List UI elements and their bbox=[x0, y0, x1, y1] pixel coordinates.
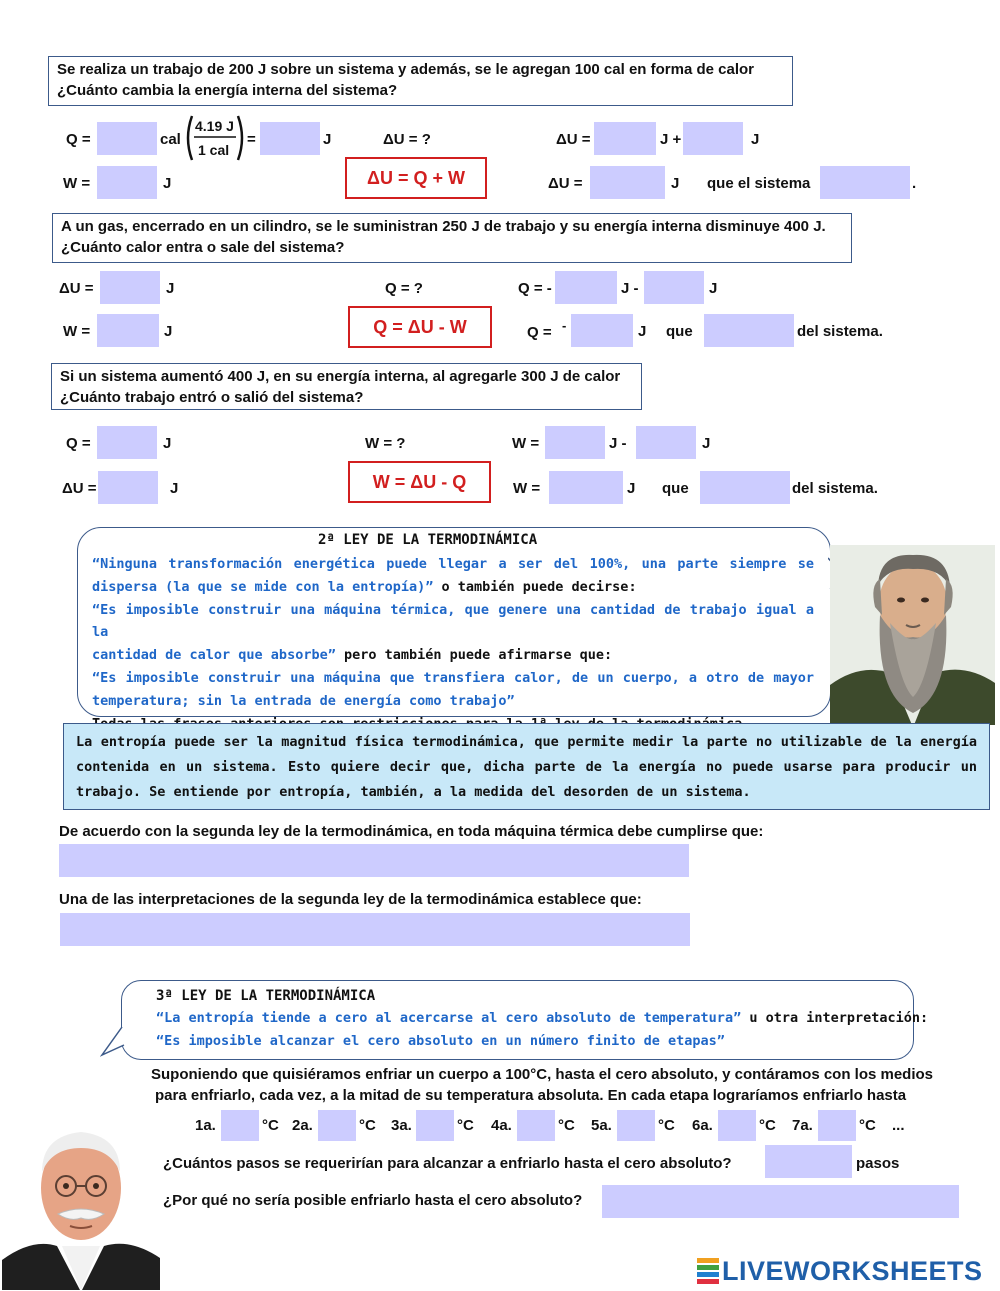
p2-j-4: J bbox=[638, 323, 647, 340]
problem2-question-line2: ¿Cuánto calor entra o sale del sistema? bbox=[61, 239, 345, 256]
p3-w-label: W = bbox=[512, 435, 540, 452]
cooling-step-input[interactable] bbox=[221, 1110, 259, 1141]
p1-q-label: Q = bbox=[66, 131, 91, 148]
law3-connector: u otra interpretación: bbox=[741, 1010, 929, 1026]
p2-j-3: J bbox=[164, 323, 173, 340]
p3-w-result-input[interactable] bbox=[549, 471, 623, 504]
entropy-line3: trabajo. Se entiende por entropía, también, a la medida del desorden de un sistema. bbox=[76, 784, 751, 800]
fraction-denominator: 1 cal bbox=[198, 142, 230, 158]
p1-w-label: W = bbox=[63, 175, 91, 192]
p3-j-3: J bbox=[170, 480, 179, 497]
problem1-question-box bbox=[48, 56, 793, 106]
p2-w-label: W = bbox=[63, 323, 91, 340]
law2-quote2-line1: “Es imposible construir una máquina térmica, que genere una cantidad de trabajo igual a la bbox=[92, 601, 814, 641]
problem3-question-line2: ¿Cuánto trabajo entró o salió del sistema? bbox=[60, 389, 364, 406]
cooling-line1: Suponiendo que quisiéramos enfriar un cuerpo a 100°C, hasta el cero absoluto, y contáramos con los medios bbox=[151, 1066, 934, 1083]
p3-w-du-input[interactable] bbox=[545, 426, 605, 459]
p3-j-minus: J - bbox=[609, 435, 627, 452]
nernst-portrait-image bbox=[2, 1110, 160, 1290]
p1-du-w-input[interactable] bbox=[683, 122, 743, 155]
p3-du-input[interactable] bbox=[98, 471, 158, 504]
p1-du-result-input[interactable] bbox=[590, 166, 665, 199]
law3-quote2: “Es imposible alcanzar el cero absoluto en un número finito de etapas” bbox=[156, 1033, 725, 1049]
cooling-step-label: 3a. bbox=[391, 1117, 412, 1134]
p1-j-4: J bbox=[671, 175, 680, 192]
problem2-question-box bbox=[52, 213, 852, 263]
law2-quote2-line2: cantidad de calor que absorbe” bbox=[92, 647, 336, 664]
problem1-question-line2: ¿Cuánto cambia la energía interna del sistema? bbox=[57, 82, 398, 99]
p3-w-q-input[interactable] bbox=[636, 426, 696, 459]
cooling-step-input[interactable] bbox=[818, 1110, 856, 1141]
p2-du-label: ΔU = bbox=[59, 280, 94, 297]
cooling-step-input[interactable] bbox=[718, 1110, 756, 1141]
p3-que: que bbox=[662, 480, 689, 497]
p2-minus: - bbox=[562, 318, 567, 333]
question-machine-label: De acuerdo con la segunda ley de la termodinámica, en toda máquina térmica debe cumplirse que: bbox=[59, 823, 764, 840]
p2-q-minus: Q = - bbox=[518, 280, 552, 297]
p2-q-unknown: Q = ? bbox=[385, 280, 423, 297]
law3-quote1: “La entropía tiende a cero al acercarse al cero absoluto de temperatura” bbox=[156, 1010, 742, 1026]
p1-period: . bbox=[912, 175, 917, 192]
p3-j-1: J bbox=[163, 435, 172, 452]
p2-q-label: Q = bbox=[527, 324, 552, 341]
cooling-pasos-label: pasos bbox=[856, 1155, 900, 1172]
p2-q-du-input[interactable] bbox=[555, 271, 617, 304]
p1-du-label: ΔU = bbox=[556, 131, 591, 148]
cooling-step-unit: °C bbox=[262, 1117, 279, 1134]
p1-formula-box: ΔU = Q + W bbox=[345, 157, 487, 199]
cooling-step-input[interactable] bbox=[318, 1110, 356, 1141]
p3-formula-box: W = ΔU - Q bbox=[348, 461, 491, 503]
cooling-step-unit: °C bbox=[859, 1117, 876, 1134]
p3-q-label: Q = bbox=[66, 435, 91, 452]
p2-j-minus: J - bbox=[621, 280, 639, 297]
p2-du-input[interactable] bbox=[100, 271, 160, 304]
p1-du-label-2: ΔU = bbox=[548, 175, 583, 192]
p2-que: que bbox=[666, 323, 693, 340]
p3-w-label-2: W = bbox=[513, 480, 541, 497]
law3-bubble-tail bbox=[100, 1025, 140, 1065]
cooling-step-label: 5a. bbox=[591, 1117, 612, 1134]
entropy-line2: contenida en un sistema. Esto quiere decir que, dicha parte de la energía no puede usarse para producir un bbox=[76, 759, 977, 775]
cooling-steps-question: ¿Cuántos pasos se requerirían para alcanzar a enfriarlo hasta el cero absoluto? bbox=[163, 1155, 732, 1172]
p3-del-sistema: del sistema. bbox=[792, 480, 878, 497]
cooling-step-unit: °C bbox=[457, 1117, 474, 1134]
cooling-ellipsis: ... bbox=[892, 1117, 905, 1134]
cooling-step-input[interactable] bbox=[416, 1110, 454, 1141]
law3-title: 3ª LEY DE LA TERMODINÁMICA bbox=[156, 988, 376, 1004]
p1-q-input[interactable] bbox=[97, 122, 157, 155]
conversion-fraction bbox=[184, 113, 246, 163]
p3-w-unknown: W = ? bbox=[365, 435, 406, 452]
p1-w-input[interactable] bbox=[97, 166, 157, 199]
p2-direction-input[interactable] bbox=[704, 314, 794, 347]
cooling-step-label: 1a. bbox=[195, 1117, 216, 1134]
problem2-question-line1: A un gas, encerrado en un cilindro, se le suministran 250 J de trabajo y su energía interna disminuye 400 J. bbox=[61, 218, 826, 235]
p2-w-input[interactable] bbox=[97, 314, 159, 347]
cooling-line2: para enfriarlo, cada vez, a la mitad de su temperatura absoluta. En cada etapa lograríamos enfriarlo hasta bbox=[155, 1087, 907, 1104]
cooling-step-label: 6a. bbox=[692, 1117, 713, 1134]
cooling-step-unit: °C bbox=[658, 1117, 675, 1134]
cooling-step-unit: °C bbox=[359, 1117, 376, 1134]
question-machine-input[interactable] bbox=[59, 844, 689, 877]
p1-cal-label: cal bbox=[160, 131, 181, 148]
question-interpretation-label: Una de las interpretaciones de la segunda ley de la termodinámica establece que: bbox=[59, 891, 642, 908]
law2-connector2: pero también puede afirmarse que: bbox=[335, 647, 613, 664]
law2-title: 2ª LEY DE LA TERMODINÁMICA bbox=[318, 532, 538, 548]
cooling-steps-input[interactable] bbox=[765, 1145, 852, 1178]
law2-connector1: o también puede decirse: bbox=[433, 578, 637, 595]
p1-du-unknown: ΔU = ? bbox=[383, 131, 431, 148]
question-interpretation-input[interactable] bbox=[60, 913, 690, 946]
p1-sistema-input[interactable] bbox=[820, 166, 910, 199]
p1-j-3: J bbox=[163, 175, 172, 192]
law2-quote1-line1: “Ninguna transformación energética puede llegar a ser del 100%, una parte siempre se bbox=[92, 556, 814, 572]
cooling-why-question: ¿Por qué no sería posible enfriarlo hasta el cero absoluto? bbox=[163, 1192, 583, 1209]
law2-body bbox=[92, 553, 814, 735]
fraction-numerator: 4.19 J bbox=[195, 118, 234, 134]
law2-quote1-line2: dispersa (la que se mide con la entropía)” bbox=[92, 578, 434, 595]
p3-du-label: ΔU = bbox=[62, 480, 97, 497]
cooling-step-input[interactable] bbox=[517, 1110, 555, 1141]
p2-j-2: J bbox=[709, 280, 718, 297]
p1-equals: = bbox=[247, 131, 256, 148]
cooling-step-label: 7a. bbox=[792, 1117, 813, 1134]
law3-line1 bbox=[156, 1010, 928, 1026]
p1-du-q-input[interactable] bbox=[594, 122, 656, 155]
problem3-question-box bbox=[51, 363, 642, 410]
law2-quote3-line2: temperatura; sin la entrada de energía como trabajo” bbox=[92, 692, 515, 709]
cooling-step-unit: °C bbox=[759, 1117, 776, 1134]
p3-j-4: J bbox=[627, 480, 636, 497]
p1-q-joules-input[interactable] bbox=[260, 122, 320, 155]
entropy-line1: La entropía puede ser la magnitud física termodinámica, que permite medir la parte no utilizable de la energía bbox=[76, 734, 977, 750]
p3-direction-input[interactable] bbox=[700, 471, 790, 504]
p2-q-w-input[interactable] bbox=[644, 271, 704, 304]
p2-formula-box: Q = ΔU - W bbox=[348, 306, 492, 348]
problem3-question-line1: Si un sistema aumentó 400 J, en su energía interna, al agregarle 300 J de calor bbox=[60, 368, 621, 385]
liveworksheets-logo bbox=[697, 1256, 983, 1286]
cooling-step-label: 4a. bbox=[491, 1117, 512, 1134]
cooling-step-input[interactable] bbox=[617, 1110, 655, 1141]
cooling-step-unit: °C bbox=[558, 1117, 575, 1134]
p2-j-1: J bbox=[166, 280, 175, 297]
p2-del-sistema: del sistema. bbox=[797, 323, 883, 340]
cooling-step-label: 2a. bbox=[292, 1117, 313, 1134]
cooling-why-input[interactable] bbox=[602, 1185, 959, 1218]
p1-j-plus: J + bbox=[660, 131, 682, 148]
p1-que-el-sistema: que el sistema bbox=[707, 175, 811, 192]
logo-text: LIVEWORKSHEETS bbox=[722, 1255, 983, 1286]
law2-quote3-line1: “Es imposible construir una máquina que transfiera calor, de un cuerpo, a otro de mayor bbox=[92, 669, 814, 686]
p2-q-result-input[interactable] bbox=[571, 314, 633, 347]
maxwell-portrait-image bbox=[830, 545, 995, 725]
p3-q-input[interactable] bbox=[97, 426, 157, 459]
problem1-question-line1: Se realiza un trabajo de 200 J sobre un sistema y además, se le agregan 100 cal en forma de calor bbox=[57, 61, 754, 78]
p3-j-2: J bbox=[702, 435, 711, 452]
logo-badge-icon bbox=[697, 1258, 719, 1284]
p1-j-1: J bbox=[323, 131, 332, 148]
p1-j-2: J bbox=[751, 131, 760, 148]
entropy-box bbox=[63, 723, 990, 810]
